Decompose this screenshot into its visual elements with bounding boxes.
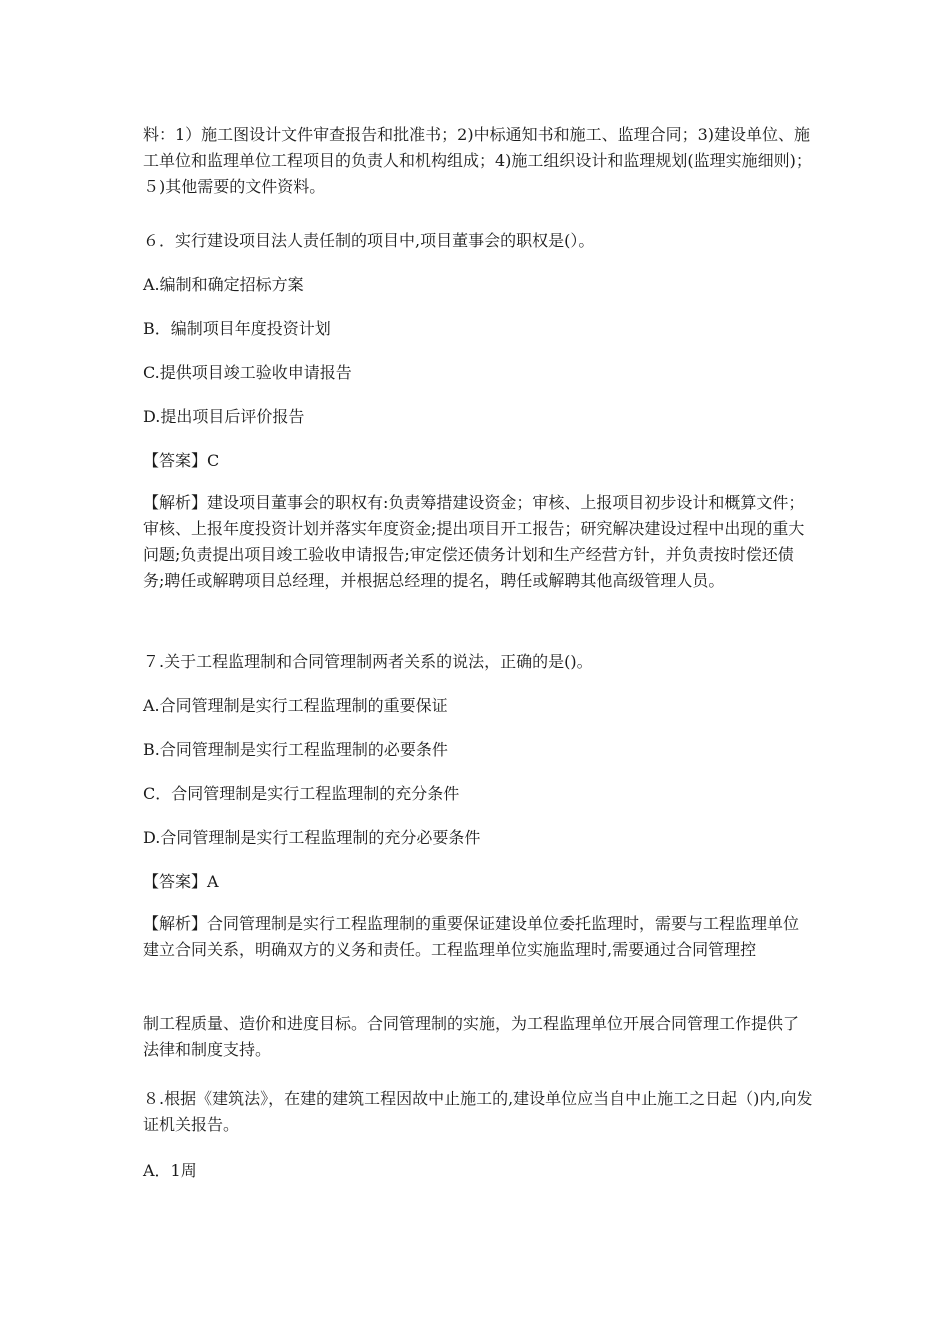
question-8-option-a: A．1周 — [143, 1161, 197, 1180]
question-7-option-d: D.合同管理制是实行工程监理制的充分必要条件 — [143, 828, 481, 847]
continued-paragraph: 料：1）施工图设计文件审查报告和批准书；2)中标通知书和施工、监理合同；3)建设单位、施工单位和监理单位工程项目的负责人和机构组成；4)施工组织设计和监理规划(监理实施细则)；５)其他需要的文件资料。 — [143, 125, 812, 196]
question-7-option-a: A.合同管理制是实行工程监理制的重要保证 — [143, 696, 448, 715]
question-7-option-c: C．合同管理制是实行工程监理制的充分条件 — [143, 784, 460, 803]
question-7-answer: 【答案】A — [143, 872, 219, 891]
question-7: ７.关于工程监理制和合同管理制两者关系的说法，正确的是()。 — [143, 652, 593, 671]
question-6: ６．实行建设项目法人责任制的项目中,项目董事会的职权是(）。 — [143, 231, 595, 250]
question-7-option-b: B.合同管理制是实行工程监理制的必要条件 — [143, 740, 448, 759]
question-6-option-a: A.编制和确定招标方案 — [143, 275, 304, 294]
question-6-answer: 【答案】C — [143, 451, 220, 470]
question-8: ８.根据《建筑法》，在建的建筑工程因故中止施工的,建设单位应当自中止施工之日起（)内,向发证机关报告。 — [143, 1089, 813, 1134]
question-6-option-b: B．编制项目年度投资计划 — [143, 319, 331, 338]
question-6-explanation: 【解析】建设项目董事会的职权有:负责筹措建设资金；审核、上报项目初步设计和概算文件；审核、上报年度投资计划并落实年度资金;提出项目开工报告；研究解决建设过程中出现的重大问题;负责提出项目竣工验收申请报告;审定偿还债务计划和生产经营方针，并负责按时偿还债务;聘任或解聘项目总经理，并根据总经理的提名，聘任或解聘其他高级管理人员。 — [143, 493, 805, 590]
question-7-explanation-part-2: 制工程质量、造价和进度目标。合同管理制的实施，为工程监理单位开展合同管理工作提供了法律和制度支持。 — [143, 1014, 800, 1059]
question-7-explanation-part-1: 【解析】合同管理制是实行工程监理制的重要保证建设单位委托监理时，需要与工程监理单位建立合同关系，明确双方的义务和责任。工程监理单位实施监理时,需要通过合同管理控 — [143, 914, 800, 959]
question-6-option-d: D.提出项目后评价报告 — [143, 407, 305, 426]
question-6-option-c: C.提供项目竣工验收申请报告 — [143, 363, 352, 382]
